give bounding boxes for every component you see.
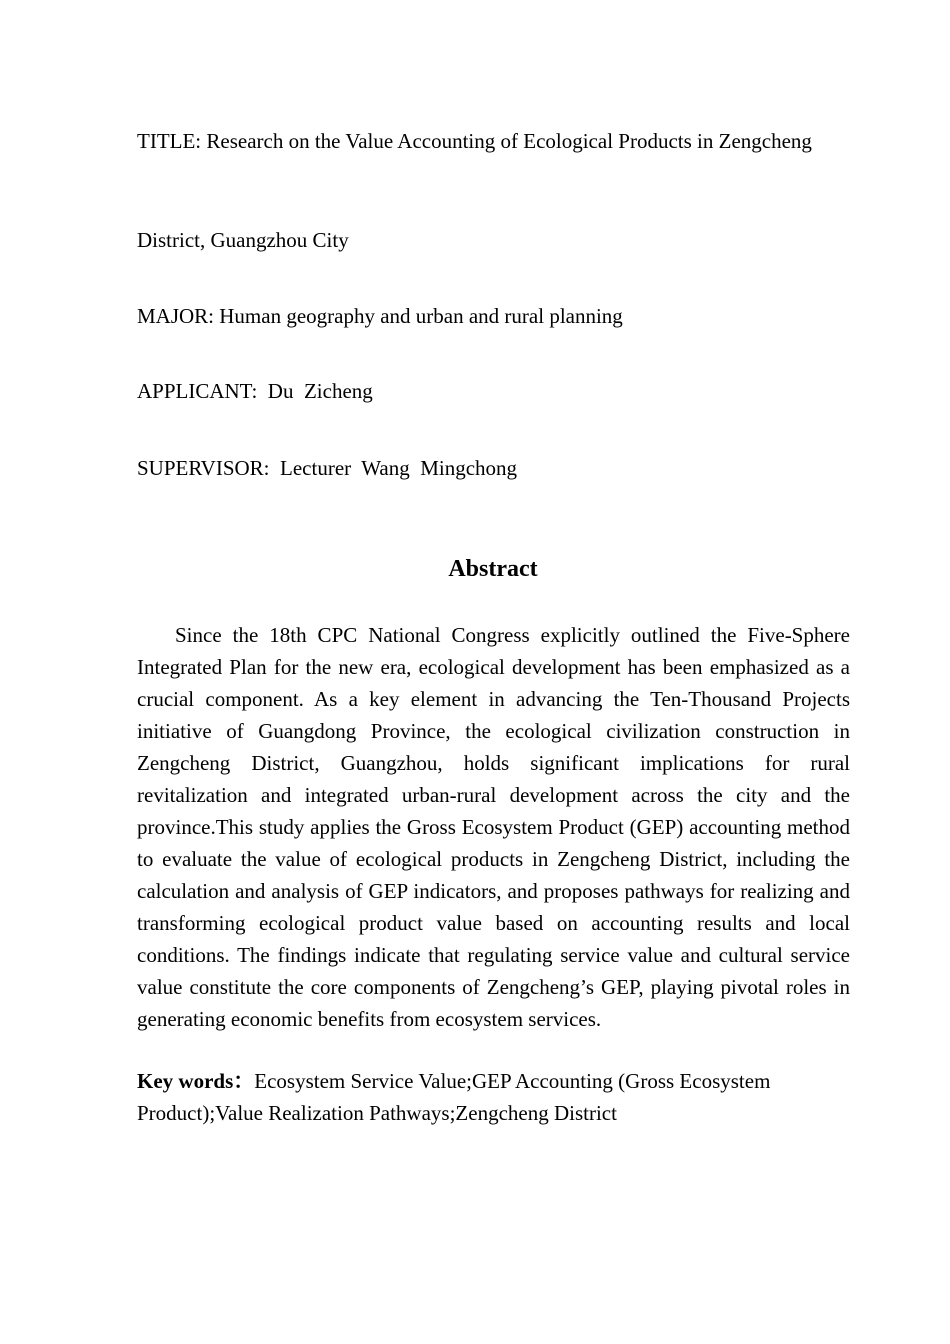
keywords-text: Ecosystem Service Value;GEP Accounting (Gross Ecosystem Product);Value Realization Pathways;Zengcheng District xyxy=(137,1069,771,1125)
keywords-label: Key words： xyxy=(137,1069,255,1093)
applicant-line: APPLICANT: Du Zicheng xyxy=(137,379,373,403)
thesis-title-line-2: District, Guangzhou City xyxy=(137,228,349,252)
major-line: MAJOR: Human geography and urban and rural planning xyxy=(137,304,623,328)
abstract-heading: Abstract xyxy=(448,556,538,582)
thesis-title-line-1: TITLE: Research on the Value Accounting of Ecological Products in Zengcheng xyxy=(137,129,812,153)
abstract-body: Since the 18th CPC National Congress explicitly outlined the Five-Sphere Integrated Plan for the new era, ecological development has been emphasized as a crucial component. As a key element in advancing the Ten-Thousand Projects initiative of Guangdong Province, the ecological civilization construction in Zengcheng District, Guangzhou, holds significant implications for rural revitalization and integrated urban-rural development across the city and the province.This study applies the Gross Ecosystem Product (GEP) accounting method to evaluate the value of ecological products in Zengcheng District, including the calculation and analysis of GEP indicators, and proposes pathways for realizing and transforming ecological product value based on accounting results and local conditions. The findings indicate that regulating service value and cultural service value constitute the core components of Zengcheng’s GEP, playing pivotal roles in generating economic benefits from ecosystem services. xyxy=(137,623,850,1031)
supervisor-line: SUPERVISOR: Lecturer Wang Mingchong xyxy=(137,456,518,480)
keywords-paragraph xyxy=(137,1065,850,1129)
